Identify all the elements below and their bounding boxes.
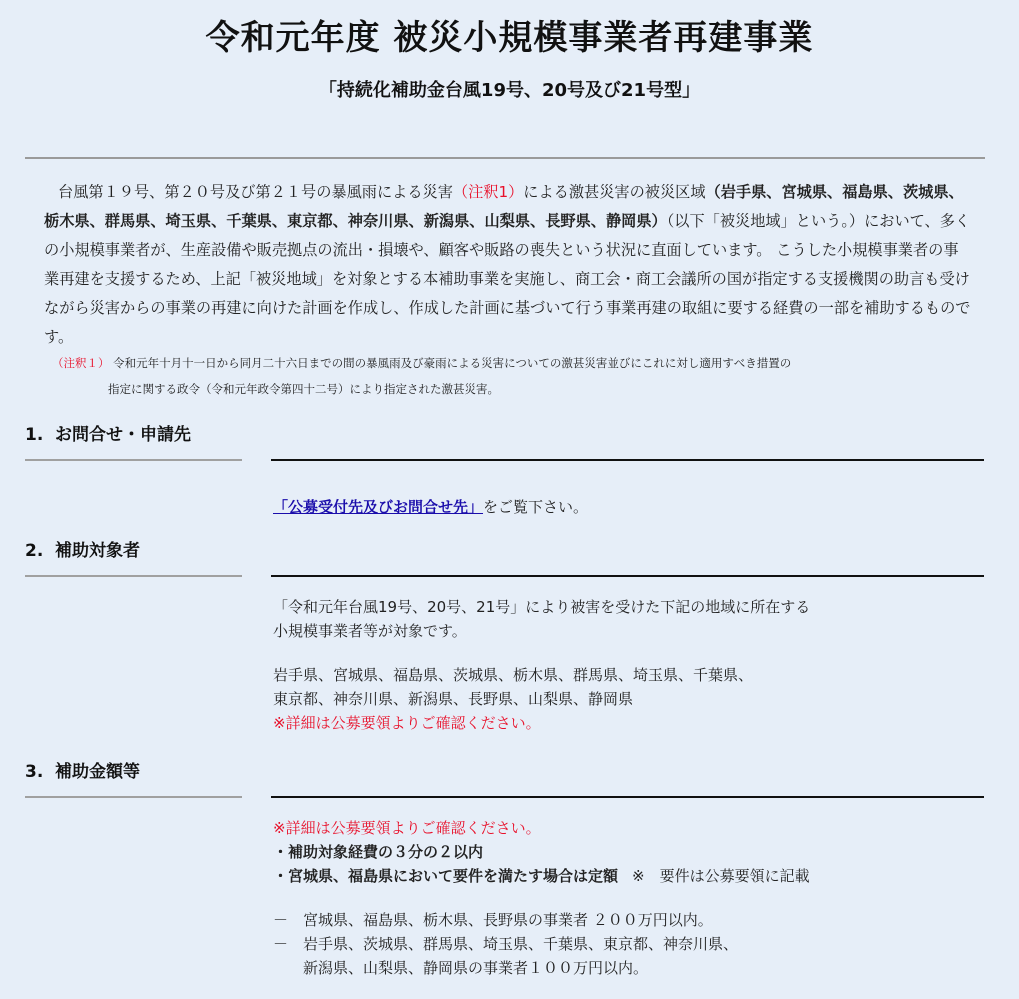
section-underline-left [25, 796, 242, 798]
amount-dash-2-row [273, 932, 810, 956]
intro-text-2: による激甚災害の被災区域 [523, 183, 706, 201]
section-underline-right [271, 796, 984, 798]
eligibility-line-1: 「令和元年台風19号、20号、21号」により被害を受けた下記の地域に所在する [273, 598, 811, 616]
section-underline-right [271, 575, 984, 577]
section-underline-right [271, 459, 984, 461]
dash-mark: － [273, 911, 289, 929]
divider [25, 157, 985, 159]
amount-bullet-2: ・宮城県、福島県において要件を満たす場合は定額 [273, 867, 619, 885]
amount-dash-2a: 岩手県、茨城県、群馬県、埼玉県、千葉県、東京都、神奈川県、 [303, 935, 739, 953]
section-title: 補助対象者 [55, 541, 140, 561]
eligibility-regions-2: 東京都、神奈川県、新潟県、長野県、山梨県、静岡県 [273, 690, 634, 708]
section-title: お問合せ・申請先 [55, 425, 191, 445]
section-heading-amount [25, 757, 140, 782]
contact-link[interactable]: 「公募受付先及びお問合せ先」 [273, 498, 484, 516]
intro-text-3: （以下「被災地域」という。）において、多くの小規模事業者が、生産設備や販売拠点の流出・損壊や、顧客や販路の喪失という状況に直面しています。 こうした小規模事業者の事業再建を支援するため、上記「被災地域」を対象とする本補助事業を実施し、商工会・商工会議所の国が指定する支援機関の助言も受けながら災害からの事業の再建に向けた計画を作成し、作成した計画に基づいて行う事業再建の取組に要する経費の一部を補助するものです。 [44, 212, 971, 346]
section-underline-left [25, 575, 242, 577]
amount-detail-note: ※詳細は公募要領よりご確認ください。 [273, 819, 541, 837]
intro-paragraph [44, 178, 972, 352]
dash-mark: － [273, 935, 289, 953]
amount-bullet-1: ・補助対象経費の３分の２以内 [273, 843, 484, 861]
page-subtitle: 「持続化補助金台風19号、20号及び21号型」 [318, 80, 701, 101]
eligibility-regions-1: 岩手県、宮城県、福島県、茨城県、栃木県、群馬県、埼玉県、千葉県、 [273, 666, 754, 684]
footnote-line-1: 令和元年十月十一日から同月二十六日までの間の暴風雨及び豪雨による災害についての激甚災害並びにこれに対し適用すべき措置の [113, 356, 792, 370]
amount-bullet-2-note: ※ 要件は公募要領に記載 [632, 867, 810, 885]
amount-bullet-2-row [273, 864, 810, 888]
section-heading-contact [25, 420, 191, 445]
eligibility-detail-note: ※詳細は公募要領よりご確認ください。 [273, 714, 541, 732]
intro-regions: （岩手県、宮城県、福島県、茨城県、栃木県、群馬県、埼玉県、千葉県、東京都、神奈川県、新潟県、山梨県、長野県、静岡県） [44, 183, 964, 230]
section-title: 補助金額等 [55, 762, 140, 782]
section-heading-eligibility [25, 536, 140, 561]
footnote [52, 350, 952, 402]
amount-dash-1: 宮城県、福島県、栃木県、長野県の事業者 ２００万円以内。 [303, 911, 713, 929]
note-reference: （注釈1） [452, 183, 524, 201]
footnote-line-2: 指定に関する政令（令和元年政令第四十二号）により指定された激甚災害。 [108, 382, 499, 396]
footnote-label: （注釈１） [52, 356, 110, 370]
amount-dash-2b: 新潟県、山梨県、静岡県の事業者１００万円以内。 [303, 959, 649, 977]
eligibility-body [273, 595, 810, 735]
section-number: 3. [25, 762, 44, 782]
section-number: 2. [25, 541, 44, 561]
section-number: 1. [25, 425, 44, 445]
contact-link-suffix: をご覧下さい。 [483, 498, 589, 516]
contact-body [273, 495, 588, 519]
eligibility-line-2: 小規模事業者等が対象です。 [273, 622, 467, 640]
section-underline-left [25, 459, 242, 461]
amount-dash-1-row [273, 908, 810, 932]
intro-text-1: 台風第１９号、第２０号及び第２１号の暴風雨による災害 [58, 183, 453, 201]
amount-body [273, 816, 810, 980]
page-title: 令和元年度 被災小規模事業者再建事業 [205, 18, 814, 58]
